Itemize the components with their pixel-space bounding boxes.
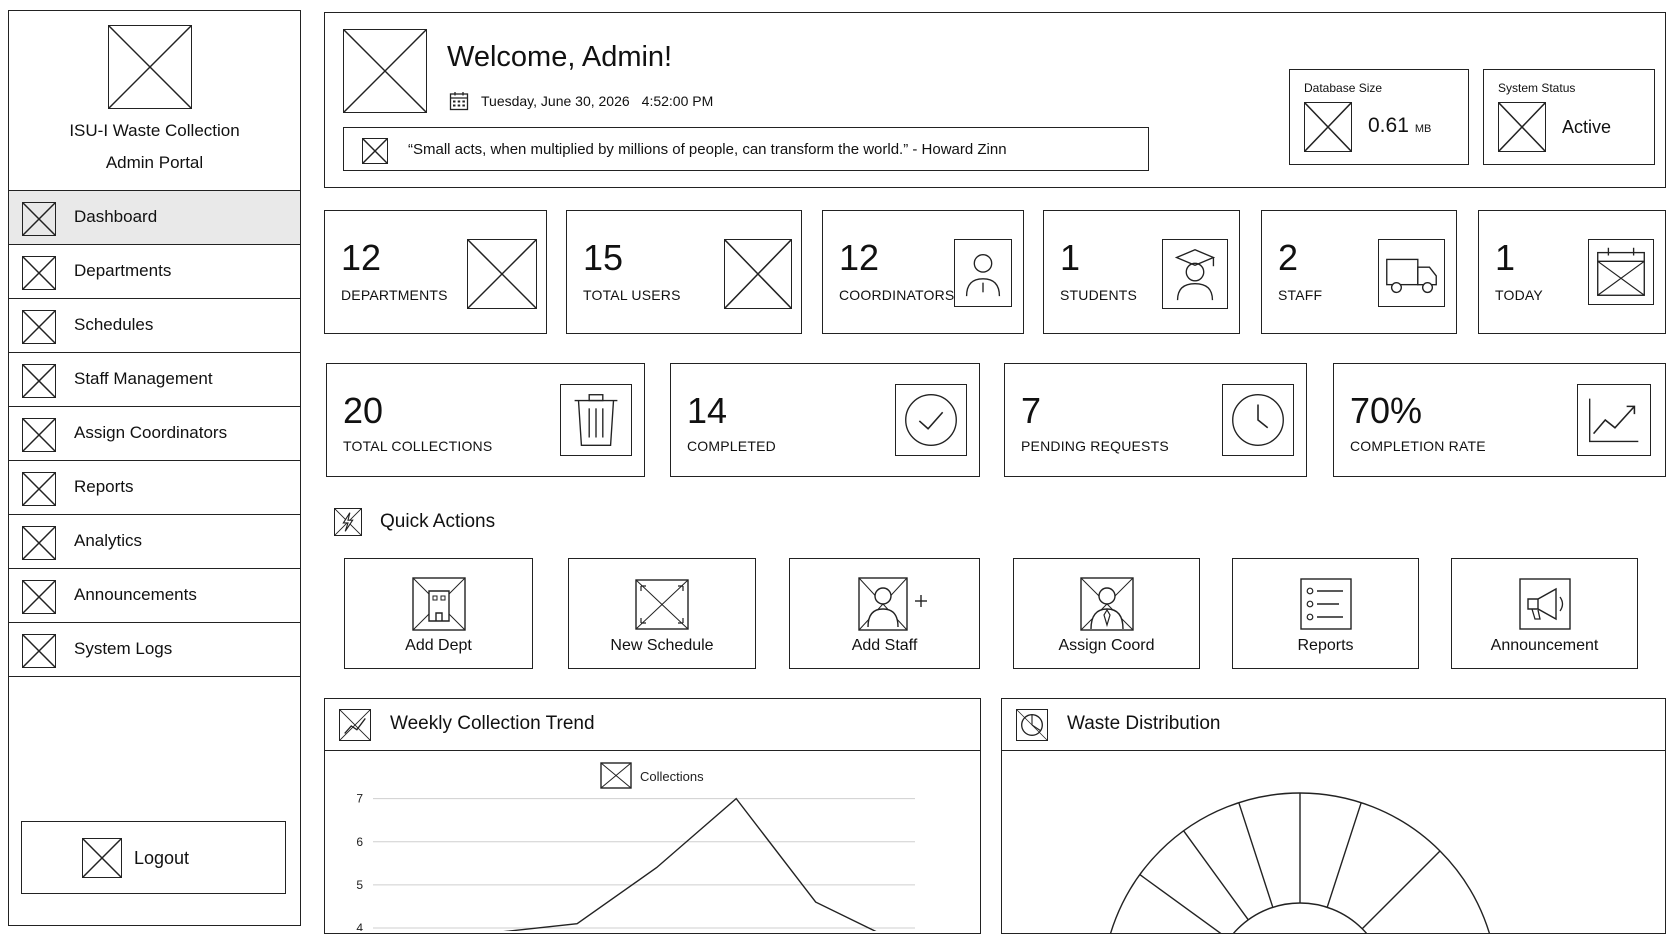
add-dept-label: Add Dept <box>405 637 472 654</box>
analytics-icon <box>22 526 56 560</box>
new-schedule-button[interactable] <box>568 558 756 669</box>
sidebar-item-label: Analytics <box>74 531 143 550</box>
stat-label: TOTAL COLLECTIONS <box>343 438 493 454</box>
calendar-icon <box>449 91 469 111</box>
waste-distribution-chart <box>1002 751 1665 933</box>
sidebar-item-announcements[interactable] <box>9 569 300 623</box>
donut-slice-divider <box>1184 831 1249 920</box>
y-tick-label: 5 <box>356 877 363 892</box>
brand-header <box>9 11 300 191</box>
y-tick-label: 6 <box>356 834 363 849</box>
current-date: Tuesday, June 30, 2026 <box>481 93 630 109</box>
current-datetime <box>449 91 713 111</box>
stat-label: TOTAL USERS <box>583 287 681 303</box>
building-icon <box>412 577 466 631</box>
dashboard-icon <box>22 202 56 236</box>
truck-icon <box>1378 239 1445 307</box>
weekly-trend-chart <box>325 751 980 933</box>
check-circle-icon <box>895 384 967 456</box>
brand-subtitle: Admin Portal <box>105 153 204 172</box>
system-status-card <box>1483 69 1655 165</box>
panel-header <box>325 699 980 751</box>
quick-actions-title: Quick Actions <box>380 511 496 532</box>
stat-label: PENDING REQUESTS <box>1021 438 1169 454</box>
welcome-header <box>324 12 1666 188</box>
announcement-label: Announcement <box>1490 637 1599 654</box>
megaphone-icon <box>1518 577 1572 631</box>
database-size-card <box>1289 69 1469 165</box>
stat-card-completion-rate <box>1333 363 1666 477</box>
stat-value: 1 <box>1495 237 1516 278</box>
sidebar-item-dashboard[interactable] <box>9 191 300 245</box>
stat-card-departments <box>324 210 547 334</box>
y-tick-label: 4 <box>356 921 363 933</box>
current-time: 4:52:00 PM <box>641 93 714 109</box>
stat-label: COMPLETED <box>687 438 776 454</box>
lightning-icon <box>334 508 362 536</box>
system-logs-icon <box>22 634 56 668</box>
sidebar-item-label: Staff Management <box>74 369 213 388</box>
sidebar-item-assign-coordinators[interactable] <box>9 407 300 461</box>
stat-card-completed <box>670 363 980 477</box>
calendar-icon <box>1588 239 1654 305</box>
donut-slice-divider <box>1140 875 1229 933</box>
logout-button[interactable] <box>21 821 286 894</box>
database-size-unit: MB <box>1414 123 1432 135</box>
logout-icon <box>82 838 122 878</box>
sidebar-item-label: System Logs <box>74 639 173 658</box>
stat-card-total-users <box>566 210 802 334</box>
sidebar-item-departments[interactable] <box>9 245 300 299</box>
sidebar <box>8 10 301 926</box>
assign-person-icon <box>1080 577 1134 631</box>
weekly-trend-chart-area <box>325 751 980 933</box>
logout-label: Logout <box>134 848 190 868</box>
stat-label: STAFF <box>1278 287 1323 303</box>
sidebar-item-system-logs[interactable] <box>9 623 300 677</box>
legend-label-collections: Collections <box>640 769 704 784</box>
chart-clip-mask <box>325 931 980 933</box>
graduate-icon <box>1162 239 1228 309</box>
reports-button[interactable] <box>1232 558 1419 669</box>
stat-label: COMPLETION RATE <box>1350 438 1486 454</box>
add-staff-label: Add Staff <box>851 637 918 654</box>
stat-label: DEPARTMENTS <box>341 287 448 303</box>
placeholder-icon <box>724 239 792 309</box>
donut-slice-divider <box>1362 851 1440 929</box>
schedules-icon <box>22 310 56 344</box>
departments-icon <box>22 256 56 290</box>
sidebar-item-reports[interactable] <box>9 461 300 515</box>
chart-legend <box>601 763 704 788</box>
stat-value: 15 <box>583 237 624 278</box>
trend-up-icon <box>1577 384 1651 456</box>
sidebar-item-label: Reports <box>74 477 134 496</box>
page-title: Welcome, Admin! <box>447 41 673 73</box>
stat-value: 14 <box>687 390 728 431</box>
sidebar-item-staff-management[interactable] <box>9 353 300 407</box>
new-schedule-label: New Schedule <box>610 637 714 654</box>
stat-value: 7 <box>1021 390 1042 431</box>
sidebar-item-label: Schedules <box>74 315 154 334</box>
stat-card-students <box>1043 210 1240 334</box>
stat-card-pending-requests <box>1004 363 1307 477</box>
avatar <box>343 29 427 113</box>
database-size-number: 0.61 <box>1368 114 1409 137</box>
panel-header <box>1002 699 1665 751</box>
stat-value: 70% <box>1350 390 1423 431</box>
weekly-trend-title: Weekly Collection Trend <box>390 713 595 734</box>
brand-title: ISU-I Waste Collection <box>69 121 240 140</box>
system-status-caption: System Status <box>1498 81 1576 95</box>
list-icon <box>1299 577 1353 631</box>
assign-coordinators-icon <box>22 418 56 452</box>
sidebar-item-analytics[interactable] <box>9 515 300 569</box>
reports-icon <box>22 472 56 506</box>
donut-slice-divider <box>1327 803 1361 908</box>
stat-value: 2 <box>1278 237 1299 278</box>
donut-slice-divider <box>1239 803 1273 908</box>
quote-banner <box>343 127 1149 171</box>
stat-card-staff <box>1261 210 1457 334</box>
stat-value: 12 <box>341 237 382 278</box>
staff-management-icon <box>22 364 56 398</box>
placeholder-icon <box>467 239 537 309</box>
announcements-icon <box>22 580 56 614</box>
quick-actions-heading <box>334 508 495 536</box>
quote-text: “Small acts, when multiplied by millions of people, can transform the world.” - Howard Zinn <box>408 141 1007 158</box>
trash-icon <box>560 384 632 456</box>
sidebar-item-label: Announcements <box>74 585 197 604</box>
database-size-value <box>1368 114 1431 138</box>
waste-distribution-title: Waste Distribution <box>1067 713 1221 734</box>
database-icon <box>1304 102 1352 152</box>
quote-icon <box>362 138 388 164</box>
assign-coord-label: Assign Coord <box>1058 637 1155 654</box>
status-icon <box>1498 102 1546 152</box>
status-badge: Active <box>1562 117 1612 137</box>
donut-inner-arc <box>1212 903 1388 933</box>
stat-card-coordinators <box>822 210 1024 334</box>
chart-icon <box>339 709 371 741</box>
waste-distribution-chart-area <box>1002 751 1665 933</box>
announcement-button[interactable] <box>1451 558 1638 669</box>
add-staff-button[interactable] <box>789 558 980 669</box>
weekly-collection-trend-panel <box>324 698 981 934</box>
stat-label: TODAY <box>1495 287 1543 303</box>
sidebar-item-label: Dashboard <box>74 207 158 226</box>
series-line-collections <box>418 799 895 933</box>
schedule-icon <box>635 577 689 631</box>
stat-label: STUDENTS <box>1060 287 1138 303</box>
stat-value: 12 <box>839 237 880 278</box>
y-tick-label: 7 <box>356 791 363 806</box>
stat-label: COORDINATORS <box>839 287 955 303</box>
reports-label: Reports <box>1297 637 1354 654</box>
sidebar-item-schedules[interactable] <box>9 299 300 353</box>
add-person-icon <box>858 577 928 631</box>
stat-card-today <box>1478 210 1666 334</box>
stat-value: 1 <box>1060 237 1081 278</box>
clock-icon <box>1222 384 1294 456</box>
sidebar-item-label: Departments <box>74 261 172 280</box>
person-icon <box>954 239 1012 307</box>
stat-value: 20 <box>343 390 384 431</box>
logo-placeholder-icon <box>108 25 192 109</box>
sidebar-item-label: Assign Coordinators <box>74 423 228 442</box>
waste-distribution-panel <box>1001 698 1666 934</box>
pie-chart-icon <box>1016 709 1048 741</box>
add-dept-button[interactable] <box>344 558 533 669</box>
assign-coord-button[interactable] <box>1013 558 1200 669</box>
stat-card-total-collections <box>326 363 645 477</box>
database-size-caption: Database Size <box>1304 81 1383 95</box>
